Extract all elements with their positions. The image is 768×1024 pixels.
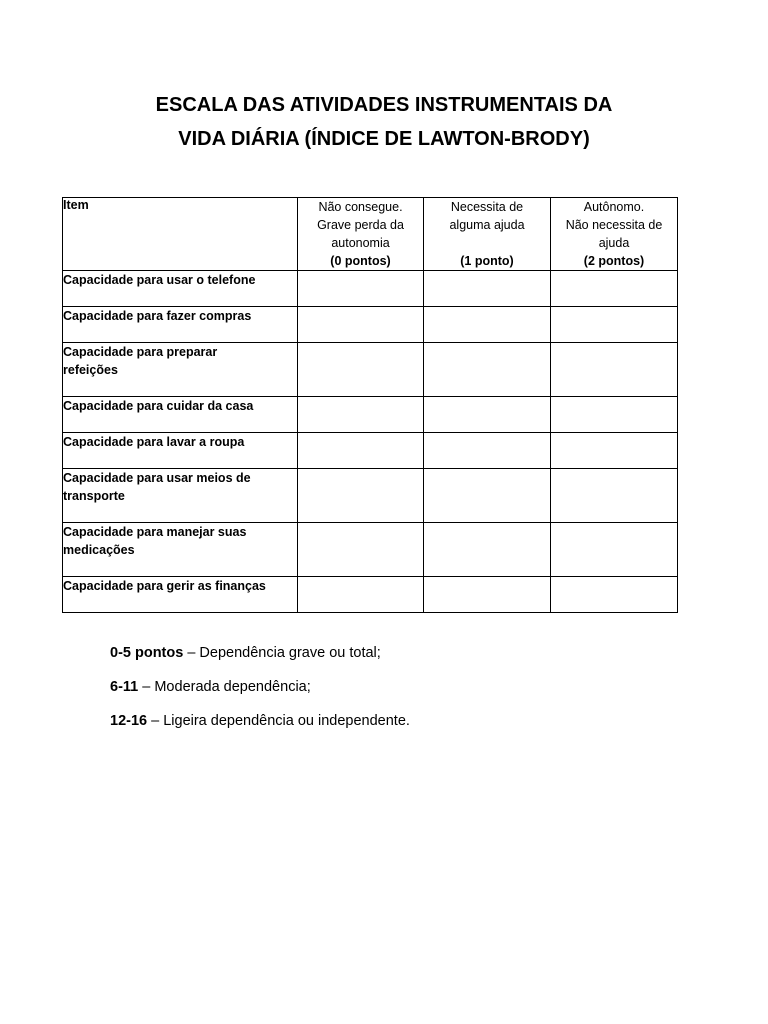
item-label: [63, 397, 298, 433]
option-desc: Não consegue.: [318, 200, 403, 214]
option-desc: ajuda: [598, 236, 630, 250]
legend-range: 12-16: [110, 713, 148, 729]
item-label: [63, 577, 298, 613]
table-header-row: [63, 198, 678, 271]
document-title: [0, 88, 768, 156]
score-cell-0[interactable]: [298, 469, 424, 523]
score-cell-0[interactable]: [298, 343, 424, 397]
option-header-2-points: [551, 198, 678, 271]
title-line-2: VIDA DIÁRIA (ÍNDICE DE LAWTON-BRODY): [178, 128, 590, 150]
score-cell-2[interactable]: [551, 397, 678, 433]
legend-range: 0-5 pontos: [110, 645, 184, 661]
table-row: [63, 523, 678, 577]
item-label: [63, 469, 298, 523]
item-label-line: Capacidade para gerir as finanças: [63, 579, 266, 593]
score-cell-1[interactable]: [424, 343, 551, 397]
item-label-line: medicações: [63, 543, 135, 557]
item-label-line: Capacidade para preparar: [63, 345, 218, 359]
legend-item: [110, 643, 410, 663]
option-header-1-point: [424, 198, 551, 271]
legend-text: – Dependência grave ou total;: [183, 645, 381, 661]
table-row: [63, 307, 678, 343]
legend-text: – Moderada dependência;: [138, 679, 311, 695]
score-cell-0[interactable]: [298, 577, 424, 613]
item-label-line: transporte: [63, 489, 125, 503]
table-row: [63, 469, 678, 523]
score-cell-1[interactable]: [424, 577, 551, 613]
table-row: [63, 397, 678, 433]
score-cell-1[interactable]: [424, 469, 551, 523]
table-row: [63, 433, 678, 469]
score-cell-0[interactable]: [298, 523, 424, 577]
score-cell-2[interactable]: [551, 271, 678, 307]
legend-range: 6-11: [110, 679, 139, 695]
item-label-line: Capacidade para cuidar da casa: [63, 399, 254, 413]
score-cell-1[interactable]: [424, 433, 551, 469]
score-cell-0[interactable]: [298, 307, 424, 343]
option-points: (0 pontos): [330, 254, 391, 268]
score-cell-2[interactable]: [551, 523, 678, 577]
score-cell-1[interactable]: [424, 397, 551, 433]
title-line-1: ESCALA DAS ATIVIDADES INSTRUMENTAIS DA: [155, 94, 613, 116]
item-label-line: Capacidade para usar o telefone: [63, 273, 256, 287]
score-cell-0[interactable]: [298, 397, 424, 433]
option-points: (1 ponto): [460, 254, 514, 268]
option-desc: Autônomo.: [583, 200, 645, 214]
score-cell-2[interactable]: [551, 307, 678, 343]
option-desc: autonomia: [331, 236, 390, 250]
score-cell-2[interactable]: [551, 343, 678, 397]
score-legend: [110, 643, 410, 745]
item-label: [63, 433, 298, 469]
score-cell-0[interactable]: [298, 271, 424, 307]
legend-item: [110, 711, 410, 731]
item-label: [63, 307, 298, 343]
score-cell-2[interactable]: [551, 433, 678, 469]
item-label-line: Capacidade para manejar suas: [63, 525, 247, 539]
score-cell-2[interactable]: [551, 469, 678, 523]
score-cell-1[interactable]: [424, 307, 551, 343]
item-label: [63, 271, 298, 307]
table-row: [63, 343, 678, 397]
item-label-line: Capacidade para usar meios de: [63, 471, 251, 485]
score-cell-1[interactable]: [424, 523, 551, 577]
score-cell-1[interactable]: [424, 271, 551, 307]
table-row: [63, 271, 678, 307]
legend-text: – Ligeira dependência ou independente.: [147, 713, 410, 729]
item-label-line: Capacidade para fazer compras: [63, 309, 252, 323]
legend-item: [110, 677, 410, 697]
item-label: [63, 523, 298, 577]
option-desc: Necessita de: [450, 200, 524, 214]
item-label-line: Capacidade para lavar a roupa: [63, 435, 245, 449]
item-column-header: Item: [63, 198, 298, 271]
score-cell-0[interactable]: [298, 433, 424, 469]
option-desc: Não necessita de: [565, 218, 663, 232]
item-label: [63, 343, 298, 397]
option-points: (2 pontos): [583, 254, 645, 268]
lawton-brody-table: [62, 197, 678, 613]
option-spacer: [424, 234, 550, 252]
score-cell-2[interactable]: [551, 577, 678, 613]
option-desc: alguma ajuda: [449, 218, 525, 232]
table-row: [63, 577, 678, 613]
item-label-line: refeições: [63, 363, 118, 377]
option-desc: Grave perda da: [317, 218, 404, 232]
option-header-0-points: [298, 198, 424, 271]
